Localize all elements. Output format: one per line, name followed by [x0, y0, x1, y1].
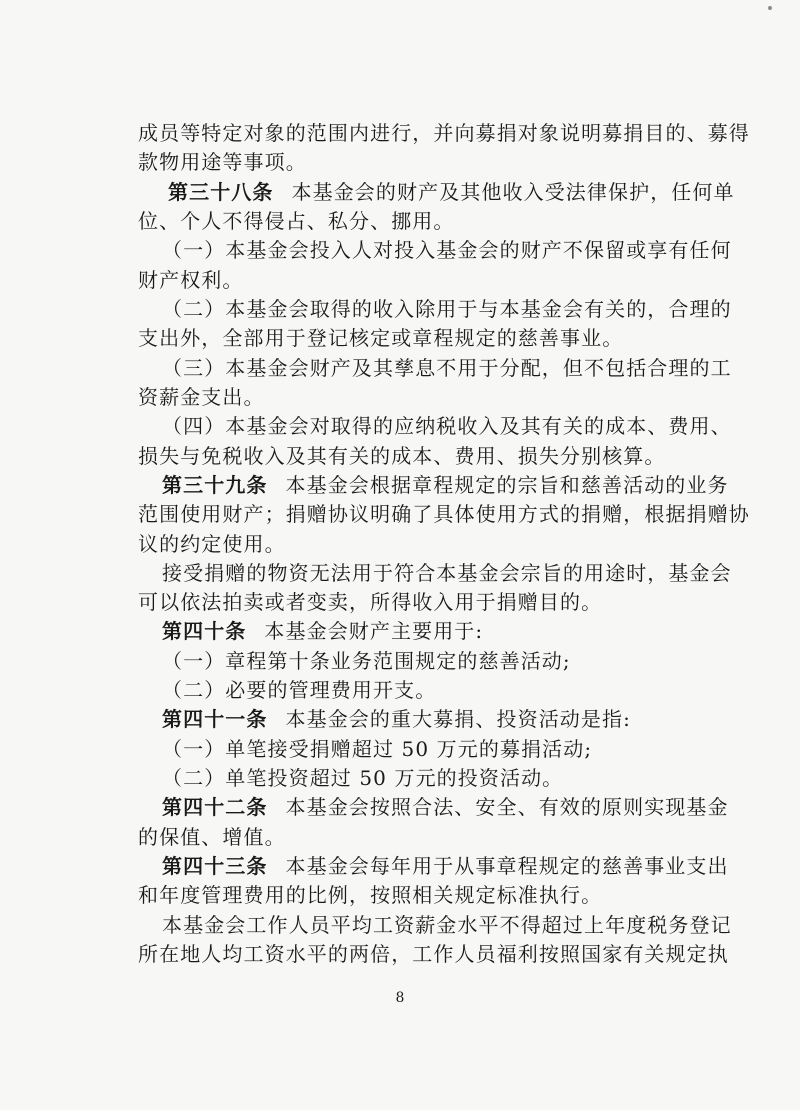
article-line	[162, 795, 729, 819]
text-line	[138, 121, 750, 145]
text-line	[138, 385, 265, 409]
text-line	[138, 444, 666, 468]
article-text: 本基金会财产主要用于:	[264, 619, 484, 643]
article-text: 本基金会按照合法、安全、有效的原则实现基金	[285, 795, 729, 819]
page-number: 8	[395, 990, 405, 1006]
text-line	[138, 590, 602, 614]
article-heading: 第四十三条	[162, 854, 268, 878]
text-line	[162, 737, 592, 761]
article-line	[162, 707, 631, 731]
article-heading: 第四十条	[162, 619, 247, 643]
line-text: 范围使用财产；捐赠协议明确了具体使用方式的捐赠，根据捐赠协	[138, 502, 750, 526]
article-heading: 第三十八条	[168, 180, 274, 204]
line-text: 接受捐赠的物资无法用于符合本基金会宗旨的用途时，基金会	[162, 561, 732, 585]
text-line	[138, 942, 729, 966]
text-line	[138, 825, 286, 849]
text-line	[138, 150, 307, 174]
article-text: 本基金会的重大募捐、投资活动是指:	[285, 707, 631, 731]
text-line	[138, 502, 750, 526]
text-line	[138, 883, 602, 907]
article-line	[162, 473, 729, 497]
line-text: （二）必要的管理费用开支。	[162, 678, 437, 702]
article-text: 本基金会的财产及其他收入受法律保护，任何单	[291, 180, 735, 204]
text-line	[162, 561, 732, 585]
scan-speck	[768, 6, 772, 10]
line-text: 议的约定使用。	[138, 532, 286, 556]
line-text: （一）章程第十条业务范围规定的慈善活动;	[162, 649, 571, 673]
line-text: 成员等特定对象的范围内进行，并向募捐对象说明募捐目的、募得	[138, 121, 750, 145]
text-line	[162, 649, 571, 673]
text-line	[162, 913, 732, 937]
line-text: （二）本基金会取得的收入除用于与本基金会有关的，合理的	[162, 297, 732, 321]
text-line	[162, 356, 732, 380]
line-text: 可以依法拍卖或者变卖，所得收入用于捐赠目的。	[138, 590, 603, 614]
article-heading: 第四十一条	[162, 707, 268, 731]
line-text: 支出外，全部用于登记核定或章程规定的慈善事业。	[138, 326, 624, 350]
text-line	[162, 297, 732, 321]
article-heading: 第三十九条	[162, 473, 268, 497]
article-line	[168, 180, 735, 204]
article-text: 本基金会根据章程规定的宗旨和慈善活动的业务	[285, 473, 729, 497]
text-line	[138, 532, 286, 556]
article-line	[162, 619, 483, 643]
article-heading: 第四十二条	[162, 795, 268, 819]
line-text: 财产权利。	[138, 268, 244, 292]
line-text: 位、个人不得侵占、私分、挪用。	[138, 209, 455, 233]
line-text: 损失与免税收入及其有关的成本、费用、损失分别核算。	[138, 444, 666, 468]
line-text: （一）本基金会投入人对投入基金会的财产不保留或享有任何	[162, 238, 732, 262]
line-text: （二）单笔投资超过 50 万元的投资活动。	[162, 766, 564, 790]
line-text: 的保值、增值。	[138, 825, 286, 849]
text-line	[162, 414, 732, 438]
text-line	[138, 326, 623, 350]
line-text: （一）单笔接受捐赠超过 50 万元的募捐活动;	[162, 737, 593, 761]
article-text: 本基金会每年用于从事章程规定的慈善事业支出	[285, 854, 729, 878]
text-line	[138, 209, 455, 233]
article-line	[162, 854, 729, 878]
text-line	[138, 268, 244, 292]
text-line	[162, 238, 732, 262]
text-line	[162, 766, 563, 790]
line-text: 款物用途等事项。	[138, 150, 307, 174]
line-text: 资薪金支出。	[138, 385, 265, 409]
line-text: （三）本基金会财产及其孳息不用于分配，但不包括合理的工	[162, 356, 732, 380]
line-text: 所在地人均工资水平的两倍，工作人员福利按照国家有关规定执	[138, 942, 729, 966]
line-text: 本基金会工作人员平均工资薪金水平不得超过上年度税务登记	[162, 913, 732, 937]
line-text: 和年度管理费用的比例，按照相关规定标准执行。	[138, 883, 603, 907]
text-line	[162, 678, 436, 702]
line-text: （四）本基金会对取得的应纳税收入及其有关的成本、费用、	[162, 414, 732, 438]
